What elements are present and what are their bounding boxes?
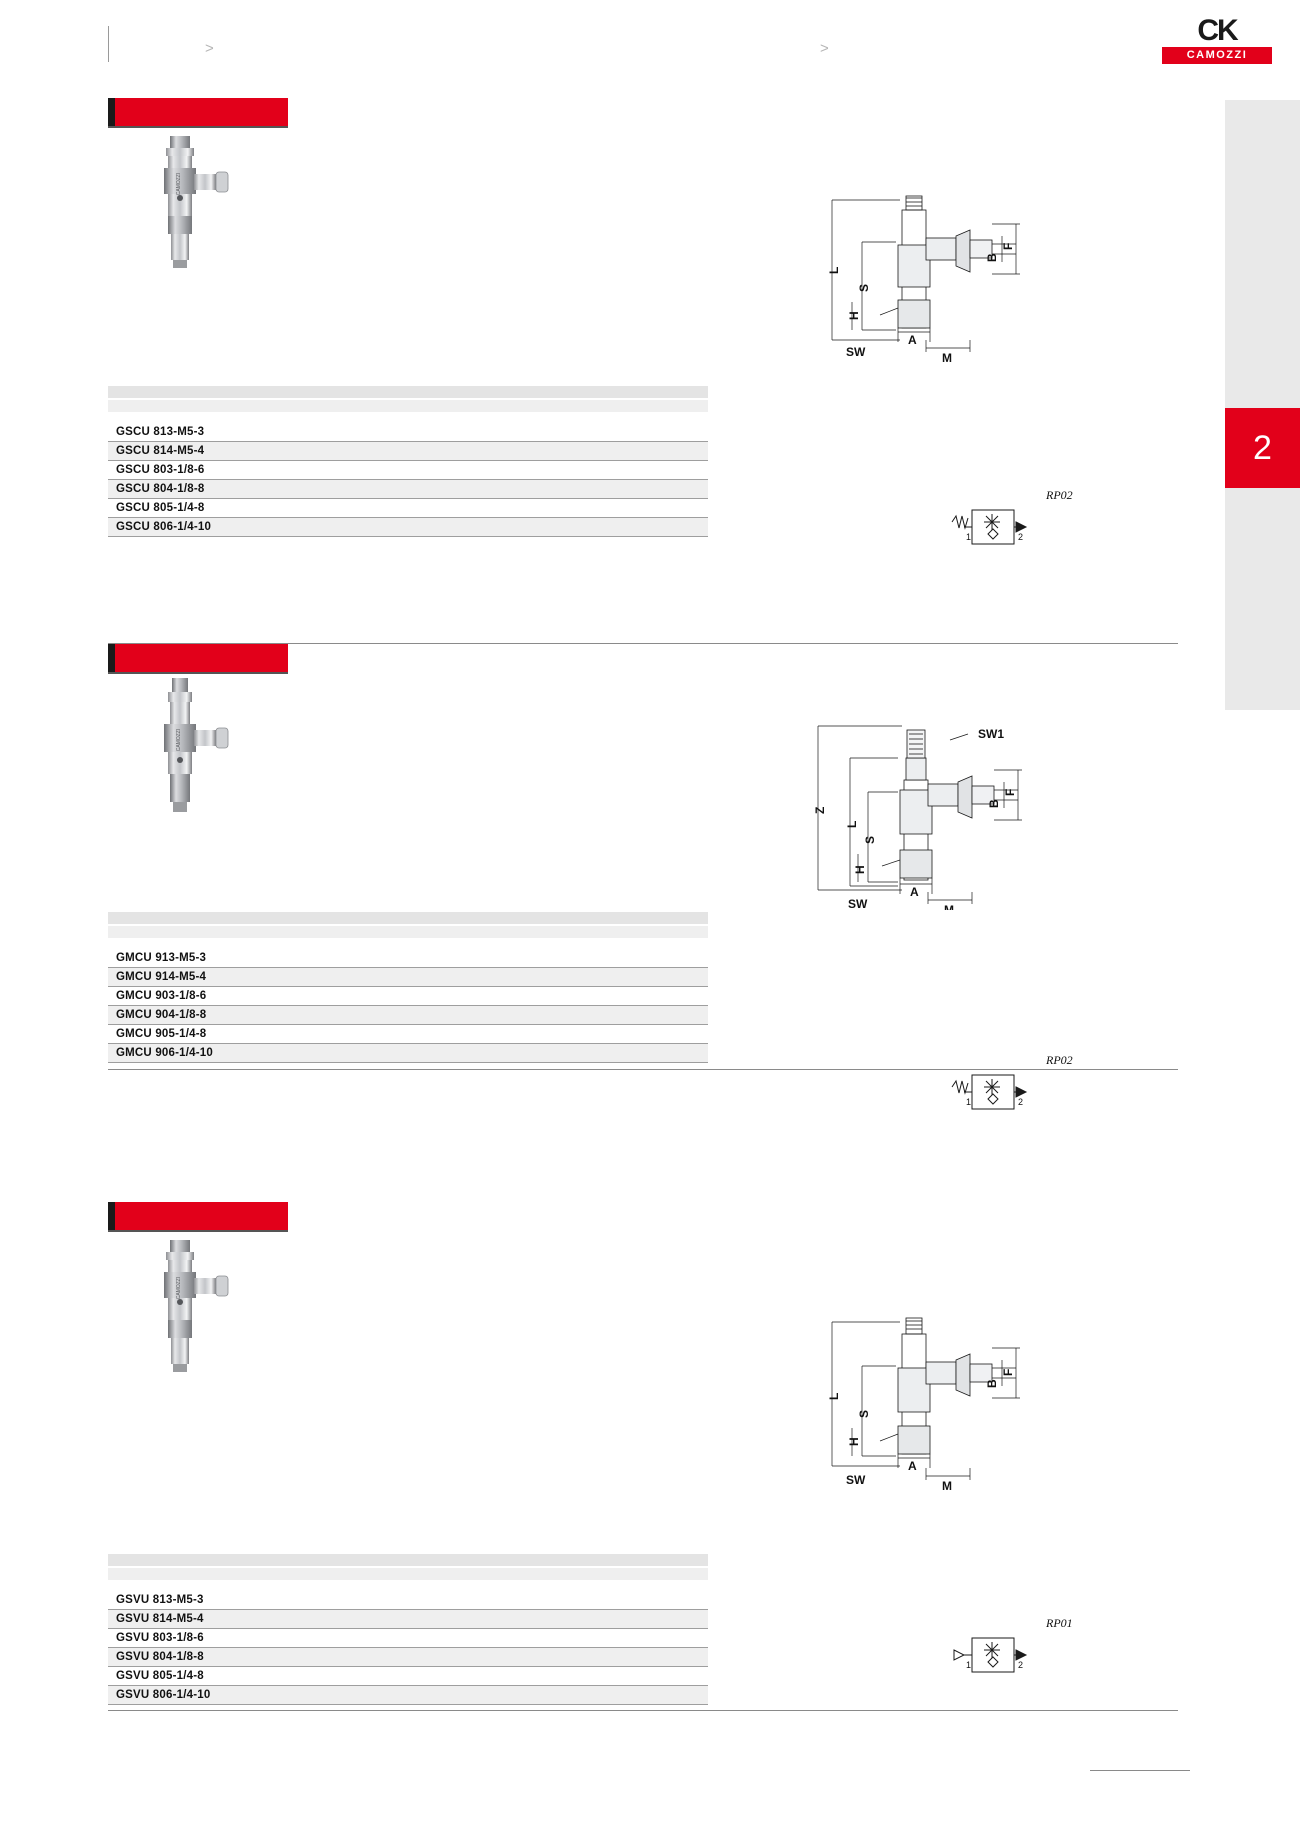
section-title-tick (108, 98, 115, 126)
section-title-bar (108, 644, 288, 672)
spec-band (108, 386, 708, 398)
symbol-code: RP02 (1046, 488, 1073, 502)
logo-wordmark: CAMOZZI (1162, 47, 1272, 64)
breadcrumb-chevron-icon: > (205, 40, 214, 57)
logo-mark: CK (1197, 14, 1237, 47)
list-item[interactable]: GSCU 803-1/8-6 (108, 461, 708, 480)
spec-band-light (108, 400, 708, 412)
spec-band-light (108, 926, 708, 938)
list-item[interactable]: GSVU 805-1/4-8 (108, 1667, 708, 1686)
svg-text:B: B (985, 1379, 999, 1388)
list-item[interactable]: GSCU 804-1/8-8 (108, 480, 708, 499)
list-item[interactable]: GSCU 805-1/4-8 (108, 499, 708, 518)
pneumatic-symbol-gsvu (950, 1616, 1080, 1688)
svg-text:M: M (944, 903, 954, 910)
list-item[interactable]: GSVU 813-M5-3 (108, 1591, 708, 1610)
svg-text:H: H (847, 311, 861, 320)
list-item[interactable]: GMCU 903-1/8-6 (108, 987, 708, 1006)
svg-text:CAMOZZI: CAMOZZI (176, 172, 182, 196)
code-list-gscu (108, 423, 708, 537)
list-item[interactable]: GSVU 806-1/4-10 (108, 1686, 708, 1705)
symbol-code: RP01 (1046, 1616, 1073, 1630)
chapter-rail (1225, 100, 1300, 710)
list-item[interactable]: GSVU 814-M5-4 (108, 1610, 708, 1629)
svg-text:CAMOZZI: CAMOZZI (176, 1276, 182, 1300)
code-list-gsvu (108, 1591, 708, 1705)
technical-drawing-gscu (820, 190, 1080, 370)
section-title-tick (108, 1202, 115, 1230)
spec-band (108, 1554, 708, 1566)
list-item[interactable]: GSCU 813-M5-3 (108, 423, 708, 442)
footer-divider (1090, 1770, 1190, 1771)
svg-text:1: 1 (966, 1660, 972, 1670)
header-divider (108, 26, 109, 62)
svg-text:A: A (908, 333, 917, 347)
svg-text:A: A (910, 885, 919, 899)
svg-text:1: 1 (966, 1097, 972, 1107)
pneumatic-symbol-gscu (950, 488, 1080, 560)
list-item[interactable]: GMCU 904-1/8-8 (108, 1006, 708, 1025)
symbol-code: RP02 (1046, 1053, 1073, 1067)
spec-band-light (108, 1568, 708, 1580)
svg-text:S: S (857, 283, 871, 292)
svg-text:S: S (857, 1409, 871, 1418)
svg-text:H: H (853, 865, 867, 874)
spec-band (108, 912, 708, 924)
list-item[interactable]: GMCU 914-M5-4 (108, 968, 708, 987)
technical-drawing-gsvu (820, 1310, 1080, 1500)
list-item[interactable]: GMCU 913-M5-3 (108, 949, 708, 968)
product-photo-gscu (130, 128, 260, 278)
svg-text:SW: SW (848, 897, 868, 910)
svg-text:B: B (985, 253, 999, 262)
svg-text:SW1: SW1 (978, 727, 1005, 741)
pneumatic-symbol-gmcu (950, 1053, 1080, 1125)
svg-text:SW: SW (846, 345, 866, 359)
svg-text:Z: Z (813, 806, 827, 814)
svg-text:A: A (908, 1459, 917, 1473)
svg-text:L: L (845, 820, 859, 828)
svg-text:2: 2 (1018, 1097, 1024, 1107)
list-item[interactable]: GSVU 803-1/8-6 (108, 1629, 708, 1648)
svg-text:L: L (827, 1392, 841, 1400)
svg-text:1: 1 (966, 532, 972, 542)
product-photo-gsvu (130, 1232, 260, 1382)
svg-text:M: M (942, 1479, 952, 1493)
list-item[interactable]: GMCU 906-1/4-10 (108, 1044, 708, 1063)
svg-text:S: S (863, 835, 877, 844)
svg-text:F: F (1001, 1368, 1015, 1376)
breadcrumb-chevron-icon: > (820, 40, 829, 57)
section-title-tick (108, 644, 115, 672)
code-list-gmcu (108, 949, 708, 1063)
product-photo-gmcu (130, 674, 260, 824)
svg-text:L: L (827, 266, 841, 274)
svg-text:2: 2 (1018, 532, 1024, 542)
list-item[interactable]: GSVU 804-1/8-8 (108, 1648, 708, 1667)
svg-text:H: H (847, 1437, 861, 1446)
svg-text:2: 2 (1018, 1660, 1024, 1670)
svg-text:F: F (1003, 788, 1017, 796)
svg-text:M: M (942, 351, 952, 365)
list-item[interactable]: GSCU 806-1/4-10 (108, 518, 708, 537)
svg-text:B: B (987, 799, 1001, 808)
list-item[interactable]: GMCU 905-1/4-8 (108, 1025, 708, 1044)
chapter-tab: 2 (1225, 408, 1300, 488)
section-title-bar (108, 1202, 288, 1230)
brand-logo (1162, 14, 1272, 64)
section-divider (108, 1710, 1178, 1711)
svg-text:F: F (1001, 242, 1015, 250)
svg-text:CAMOZZI: CAMOZZI (176, 728, 182, 752)
technical-drawing-gmcu (810, 710, 1090, 910)
list-item[interactable]: GSCU 814-M5-4 (108, 442, 708, 461)
section-title-bar (108, 98, 288, 126)
svg-text:SW: SW (846, 1473, 866, 1487)
